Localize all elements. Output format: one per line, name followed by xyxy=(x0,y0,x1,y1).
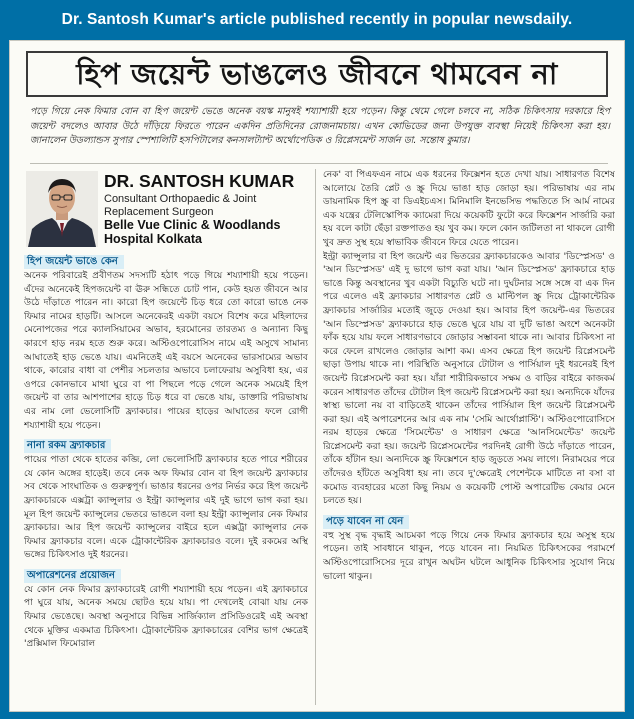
section-paragraph: অনেক পরিবারেই প্রবীণতম সদস্যটি হঠাৎ পড়ে গিয়ে শয্যাশায়ী হয়ে পড়েন। এঁদের অনেকেই হিপজয়েন্ট বা ঊরু সন্ধিতে চোট পান, কেউ হয়ত জীবনে আর উঠে দাঁড়াতে পারেন না। কারো হিপ জয়েন্টে চিড় ধরে তো কারো ভাঙে নেক ফিমার নামের হাড়টি। আসলে অনেকেরই একটা বয়সে বিশেষ করে মহিলাদের মেনোপজের পরে ক্যালসিয়ামের অভাব, হরমোনের তারতম্য ও অন্যান্য কিছু কারণে হাড় নরম হতে শুরু করে। অস্টিওপোরোসিস নামে এই অসুখে সামান্য আঘাতেই হাড় ভেঙে যায়। এমনিতেই এই বয়সে অনেকের ভারসাম্যের অভাব থাকে, কারোর বাধা বা পেশীর সচলতার অভাবে চলাফেরায় অসুবিধা হয়, এর ওপরে কোনভাবে মাথা ঘুরে বা পা পিছলে পড়ে গেলে অনেক সময়েই হিপ জয়েন্ট বা তার আশপাশের হাড়ে চিড় ধরে বা ভেঙে যায়, ডাক্তারি পরিভাষায় এর নাম লো ভেলোসিটি ফ্র্যাকচার। পায়ের হাড়ের আঘাতের ফলে রোগী শয্যাশায়ী হয়ে পড়েন। xyxy=(24,271,308,431)
section-heading: নানা রকম ফ্র্যাকচার xyxy=(24,439,111,453)
author-role: Consultant Orthopaedic & Joint Replacement Surgeon xyxy=(104,193,257,218)
section-paragraph: নেক' বা পিএফএন নামে এক ধরনের ফিক্সেশন হতে দেখা যায়। সাধারণত বিশেষ আলোয়ে তৈরি প্লেট ও স্ক্রু দিয়ে ভাঙা হাড় জোড়া হয়। পরিভাষায় এর নাম ডায়নামিক হিপ স্ক্রু বা ডিএইচএস। মিনিমালি ইনভেসিভ পদ্ধতিতে সি আর্ম নামের এক যন্ত্রের টেলিস্কোপিক ক্যামেরা দিয়ে কয়েকটি ফুটো করে ফিক্সেশন সার্জারি করা হয় বলে কাটা ছেঁড়া রক্তপাতও হয় খুব কম। ফলে কোন জটিলতা না থাকলে রোগী খুব দ্রুত সুস্থ হয়ে স্বাভাবিক জীবনে ফিরে যেতে পারেন। xyxy=(323,170,615,248)
author-hospitals: Belle Vue Clinic & Woodlands Hospital Kolkata xyxy=(104,218,281,246)
column-divider xyxy=(315,169,316,705)
section-paragraph: যে কোন নেক ফিমার ফ্র্যাকচারেই রোগী শয্যাশায়ী হয়ে পড়েন। এই ফ্র্যাকচারে পা ঘুরে যায়, অনেক সময়ে ছোটও হয়ে যায়। পা দেখলেই বোঝা যায় নেক ফিমার ভেঙেছে। অবস্থা অনুসারে বিভিন্ন সার্জিক্যাল প্রসিডিওরেই এই অবস্থা থেকে মুক্তির একমাত্র চিকিৎসা। ট্রোকান্টেরিক ফ্র্যাকচারের বেশির ভাগ ক্ষেত্রেই 'প্রক্সিমাল ফিমোরাল xyxy=(24,584,308,650)
section-paragraph: বহু সুস্থ বৃদ্ধ বৃদ্ধাই আচমকা পড়ে গিয়ে নেক ফিমার ফ্র্যাকচার হয়ে অসুস্থ হয়ে পড়েন। তাই সাবধানে থাকুন, পড়ে যাবেন না। নিয়মিত চিকিৎসকের পরামর্শে অস্টিওপোরোসিসের দূরে রাখুন অঘটন ঘটলে আধুনিক চিকিৎসার সুযোগ নিয়ে ভালো থাকুন। xyxy=(323,530,615,582)
left-column xyxy=(24,169,308,709)
article-intro: পড়ে গিয়ে নেক ফিমার বোন বা হিপ জয়েন্ট ভেঙে অনেক বয়স্ক মানুষই শয্যাশায়ী হয়ে পড়েন। কিন্তু থেমে গেলে চলবে না, সঠিক চিকিৎসায় দরকারে হিপ জয়েন্ট বদলেও আবার উঠে দাঁড়িয়ে ফিরতে পারেন একদিন প্রতিদিনের রোজনামচায়। এখন কোভিডের জন্য উপযুক্ত ব্যবস্থা নিয়েই চিকিৎসা করা হয়। জানালেন উডল্যান্ডস সুপার স্পেশালিটি হসপিটালের কনসালট্যান্ট অর্থোপেডিক ও রিপ্লেসমেন্ট সার্জন ডা. সন্তোষ কুমার। xyxy=(30,106,610,146)
author-name: DR. SANTOSH KUMAR xyxy=(104,171,295,191)
author-photo xyxy=(26,171,98,247)
column-top-rule xyxy=(30,163,608,164)
section-paragraph: ইন্ট্রা ক্যাপ্সুলার বা হিপ জয়েন্ট এর ভিতরের ফ্র্যাকচারকেও আবার 'ডিস্প্লেসড' ও 'আন ডিস্প্লেসড' এই দু ভাগে ভাগ করা যায়। 'আন ডিস্প্লেসড' ফ্র্যাকচারে হাড় ভাঙে কিন্তু অবস্থানের খুব একটা বিচ্যুতি ঘটে না। দুর্ঘটনার সঙ্গে সঙ্গে বা এক দিন পরে এলেও এই ফ্র্যাকচার সাধারণত প্লেট ও মাল্টিপল স্ক্রু দিয়ে ট্রোকান্টেরিক ফ্র্যাকচার সার্জারির মতোই জুড়ে দেওয়া হয়। আবার হিপ জয়েন্ট-এর ভিতরের 'আন ডিস্প্লেসড' ফ্র্যাকচারে হাড় ভেঙে ঘুরে যায় বা দুটি ভাঙা অংশে অনেকটা ফাঁক হয়ে যায় ফলে সাধারণভাবে জোড়ার সম্ভাবনা থাকে না। আবার চিকিৎসা না করে ফেলে রাখলেও জোড়ার আশা কম। এসব ক্ষেত্রে হিপ জয়েন্ট রিপ্লেসমেন্ট ছাড়া উপায় থাকে না। পরিস্থিতি অনুসারে টোটাল ও পার্সিয়াল দুই ধরনেরই হিপ জয়েন্ট রিপ্লেসমেন্ট করা হয়। যাঁরা শারীরিকভাবে সক্ষম ও বাড়ির বাইরে কাজকর্ম করেন সাধারণত তাঁদের টোটাল হিপ জয়েন্ট রিপ্লেসমেন্ট করা হয়। অন্যদিকে যাঁদের স্বাস্থ্য ভালো নয় বা বাড়িতেই থাকেন তাঁদের পার্সিয়াল হিপ জয়েন্ট রিপ্লেসমেন্ট করা হয়। এই অপারেশনের আর এক নাম 'সেমি আর্থোপ্লাস্টি'। অস্টিওপোরোসিসে নরম হাড়ের ক্ষেত্রে 'সিমেন্টেড' ও সাধারণ ক্ষেত্রে 'আনসিমেন্টেড' জয়েন্ট রিপ্লেসমেন্ট করা হয়। জয়েন্ট রিপ্লেসমেন্টের পরদিনই রোগী উঠে দাঁড়াতে পারেন, তাঁকে হাঁটান হয়। অন্যদিকে স্ক্রু ফিক্সেশনে হাড় জুড়তে সময় লাগে। নিরাময়ের পরে তাঁদেরও হাঁটতে অসুবিধা হয় না। তবে দু'ক্ষেত্রেই পেশেন্টকে মাটিতে না বসা বা কমোড ব্যবহারের মতো কিছু নিয়ম ও কয়েকটি পোস্ট অপারেটিভ কেয়ার মেনে চলতে হয়। xyxy=(323,251,615,507)
right-column xyxy=(323,169,615,709)
section-heading: অপারেশনের প্রয়োজন xyxy=(24,569,121,583)
author-block xyxy=(24,169,308,249)
headline-box xyxy=(26,51,608,97)
banner-caption: Dr. Santosh Kumar's article published recently in popular newsdaily. xyxy=(61,11,573,28)
section-paragraph: পায়ের পাতা থেকে হাতের কব্জি, লো ভেলোসিটি ফ্র্যাকচার হতে পারে শরীরের যে কোন অঙ্গের হাড়েই। তবে নেক অফ ফিমার বোন বা হিপ জয়েন্ট ফ্র্যাকচার সব থেকে সাংঘাতিক ও গুরুত্বপূর্ণ। ভাঙার ধরনের ওপর নির্ভর করে হিপ জয়েন্ট ফ্র্যাকচারকে এক্সট্রা ক্যাপ্সুলার ও ইন্ট্রা ক্যাপ্সুলার এই দুই ভাগে ভাগ করা হয়। মূল হিপ জয়েন্ট ক্যাপ্সুলের ভেতরে ভাঙলে বলা হয় ইন্ট্রা ক্যাপ্সুলার নেক ফিমার ফ্র্যাকচার। আর হিপ জয়েন্ট ক্যাপ্সুলের বাইরে হলে এক্সট্রা ক্যাপ্সুলার নেক ফিমার ফ্র্যাকচার বলে। একে ট্রোকান্টেরিক ফ্র্যাকচারও বলে। দুই রকমের অস্থি ভঙ্গের চিকিৎসাও দুই ধরনের। xyxy=(24,455,308,561)
section-heading: পড়ে যাবেন না যেন xyxy=(323,515,409,529)
section-heading: হিপ জয়েন্ট ভাঙে কেন xyxy=(24,255,124,269)
article-headline: হিপ জয়েন্ট ভাঙলেও জীবনে থামবেন না xyxy=(76,57,558,91)
newspaper-clipping xyxy=(9,40,625,712)
